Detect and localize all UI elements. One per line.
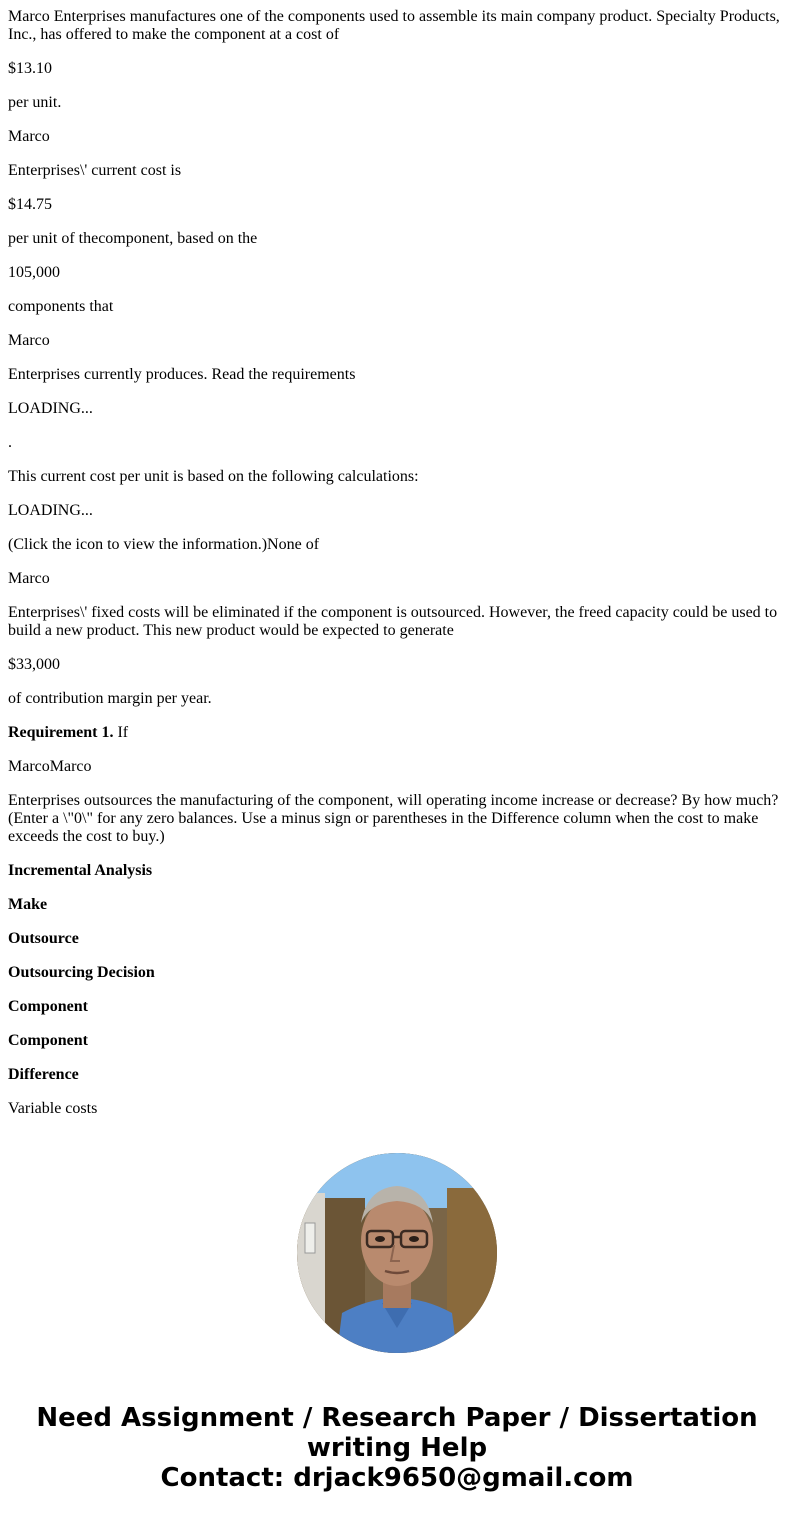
paragraph: Enterprises\' current cost is <box>8 162 182 179</box>
paragraph: Marco Enterprises manufactures one of the components used to assemble its main company product. Specialty Products, Inc., has offered to make the component at a cost of <box>8 8 780 43</box>
contribution-margin: $33,000 <box>8 656 60 673</box>
paragraph: (Click the icon to view the information.)None of <box>8 536 320 553</box>
table-row-label: Variable costs <box>8 1100 98 1117</box>
loading-placeholder: LOADING... <box>8 502 93 519</box>
price-offer: $13.10 <box>8 60 52 77</box>
table-heading: Component <box>8 1032 89 1049</box>
company-name: Marco <box>8 332 50 349</box>
company-name: Marco <box>8 570 50 587</box>
company-name: Marco <box>8 128 50 145</box>
table-heading: Incremental Analysis <box>8 862 153 879</box>
banner-line: Need Assignment / Research Paper / Dissertation <box>36 1403 758 1433</box>
table-heading: Difference <box>8 1066 79 1083</box>
table-heading: Outsource <box>8 930 79 947</box>
table-heading: Component <box>8 998 89 1015</box>
paragraph: . <box>8 434 12 451</box>
paragraph: components that <box>8 298 114 315</box>
paragraph: per unit. <box>8 94 62 111</box>
question-text <box>8 8 786 1134</box>
paragraph: Enterprises outsources the manufacturing of the component, will operating income increase or decrease? By how much? (Enter a \"0\" for any zero balances. Use a minus sign or parentheses in the Difference column when the cost to make exceeds the cost to buy.) <box>8 792 779 845</box>
requirement-label: Requirement 1. <box>8 724 114 741</box>
contact-banner <box>0 1403 794 1493</box>
component-count: 105,000 <box>8 264 60 281</box>
paragraph: Enterprises currently produces. Read the requirements <box>8 366 356 383</box>
current-cost: $14.75 <box>8 196 52 213</box>
table-heading: Make <box>8 896 48 913</box>
table-heading: Outsourcing Decision <box>8 964 155 981</box>
banner-line: writing Help <box>306 1433 488 1463</box>
loading-placeholder: LOADING... <box>8 400 93 417</box>
paragraph: Enterprises\' fixed costs will be eliminated if the component is outsourced. However, the freed capacity could be used to build a new product. This new product would be expected to generate <box>8 604 778 639</box>
paragraph: This current cost per unit is based on the following calculations: <box>8 468 419 485</box>
contact-email: Contact: drjack9650@gmail.com <box>160 1463 634 1493</box>
portrait-photo <box>297 1153 497 1353</box>
paragraph: of contribution margin per year. <box>8 690 212 707</box>
paragraph: per unit of thecomponent, based on the <box>8 230 258 247</box>
requirement-1 <box>8 724 786 742</box>
avatar <box>297 1153 497 1353</box>
company-name: MarcoMarco <box>8 758 92 775</box>
requirement-text: If <box>113 724 129 741</box>
